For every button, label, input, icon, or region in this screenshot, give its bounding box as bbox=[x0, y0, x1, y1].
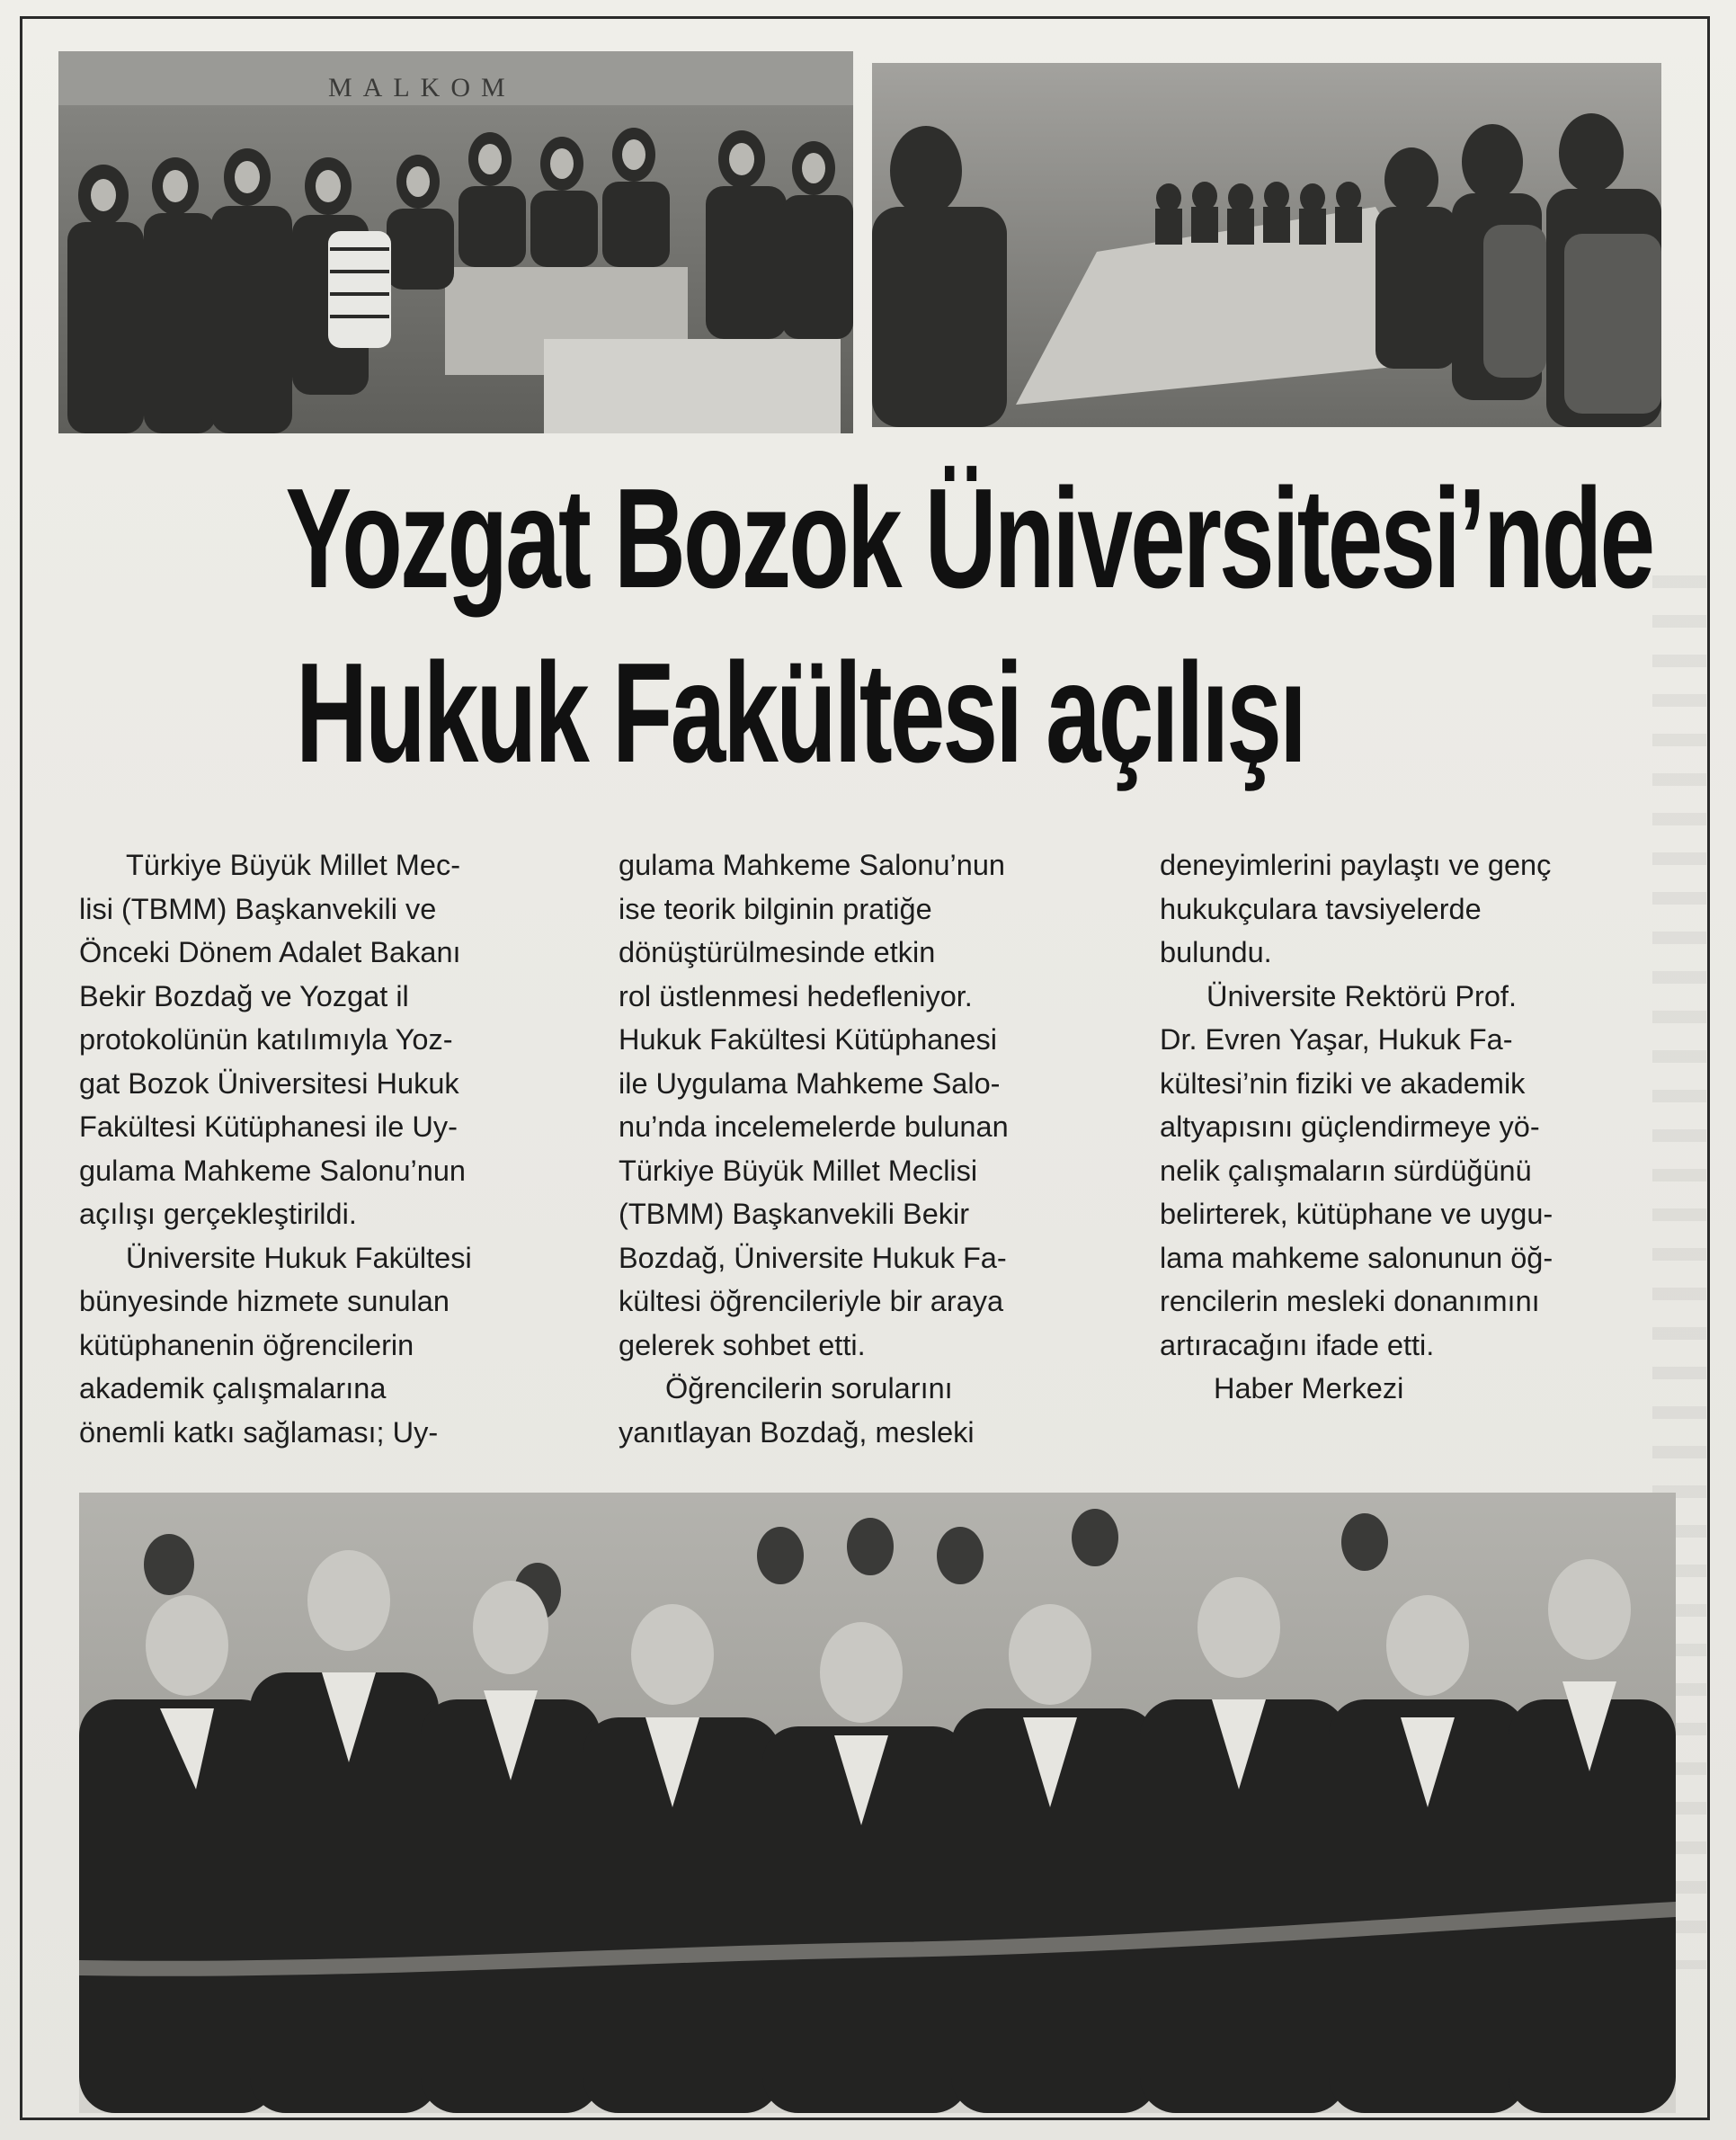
photo-students-meeting bbox=[872, 63, 1661, 427]
text-line: Önceki Dönem Adalet Bakanı bbox=[79, 936, 461, 968]
text-line: gelerek sohbet etti. bbox=[619, 1328, 866, 1361]
text-line: Üniversite Hukuk Fakültesi bbox=[126, 1241, 472, 1274]
text-line: dönüştürülmesinde etkin bbox=[619, 936, 936, 968]
text-line: önemli katkı sağlaması; Uy- bbox=[79, 1415, 439, 1449]
text-line: artıracağını ifade etti. bbox=[1160, 1328, 1435, 1361]
paragraph bbox=[619, 843, 1086, 1367]
text-line: Üniversite Rektörü Prof. bbox=[1206, 979, 1517, 1012]
text-line: Fakültesi Kütüphanesi ile Uy- bbox=[79, 1110, 458, 1143]
text-line: bünyesinde hizmete sunulan bbox=[79, 1285, 450, 1317]
text-line: hukukçulara tavsiyelerde bbox=[1160, 892, 1482, 925]
text-line: altyapısını güçlendirmeye yö- bbox=[1160, 1110, 1540, 1143]
paragraph bbox=[619, 1367, 1086, 1454]
text-line: bulundu. bbox=[1160, 936, 1272, 968]
text-line: deneyimlerini paylaştı ve genç bbox=[1160, 849, 1552, 881]
text-line: gulama Mahkeme Salonu’nun bbox=[619, 849, 1005, 881]
text-line: yanıtlayan Bozdağ, mesleki bbox=[619, 1415, 975, 1449]
text-line: lama mahkeme salonunun öğ- bbox=[1160, 1241, 1553, 1274]
paragraph bbox=[79, 843, 547, 1236]
text-line: Hukuk Fakültesi Kütüphanesi bbox=[619, 1023, 997, 1056]
headline-line-2: Hukuk Fakültesi açılışı bbox=[296, 634, 1304, 792]
text-line: protokolünün katılımıyla Yoz- bbox=[79, 1023, 453, 1056]
headline-line-1: Yozgat Bozok Üniversitesi’nde bbox=[285, 459, 1653, 618]
text-line: (TBMM) Başkanvekili Bekir bbox=[619, 1198, 970, 1230]
article-headline bbox=[36, 459, 1699, 792]
text-line: nu’nda incelemelerde bulunan bbox=[619, 1110, 1009, 1143]
text-line: rol üstlenmesi hedefleniyor. bbox=[619, 979, 973, 1012]
text-line: açılışı gerçekleştirildi. bbox=[79, 1198, 357, 1230]
text-line: akademik çalışmalarına bbox=[79, 1372, 387, 1404]
article-column-1 bbox=[79, 843, 547, 1454]
text-line: Bekir Bozdağ ve Yozgat il bbox=[79, 979, 409, 1012]
paragraph bbox=[1160, 843, 1627, 975]
photo-students-courtroom bbox=[58, 51, 853, 433]
photo-ribbon-cutting bbox=[79, 1493, 1676, 2113]
text-line: gat Bozok Üniversitesi Hukuk bbox=[79, 1066, 459, 1100]
text-line: ise teorik bilginin pratiğe bbox=[619, 892, 932, 925]
paragraph bbox=[79, 1236, 547, 1455]
byline: Haber Merkezi bbox=[1214, 1372, 1404, 1404]
text-line: kültesi öğrencileriyle bir araya bbox=[619, 1285, 1004, 1317]
text-line: Öğrencilerin sorularını bbox=[665, 1372, 953, 1404]
text-line: rencilerin mesleki donanımını bbox=[1160, 1285, 1540, 1317]
text-line: gulama Mahkeme Salonu’nun bbox=[79, 1154, 466, 1187]
article-column-3 bbox=[1160, 843, 1627, 1411]
svg-text:MALKOM: MALKOM bbox=[328, 73, 516, 103]
text-line: Türkiye Büyük Millet Mec- bbox=[126, 849, 461, 881]
text-line: Dr. Evren Yaşar, Hukuk Fa- bbox=[1160, 1023, 1513, 1056]
text-line: kütüphanenin öğrencilerin bbox=[79, 1328, 414, 1361]
text-line: nelik çalışmaların sürdüğünü bbox=[1160, 1154, 1532, 1187]
article-column-2 bbox=[619, 843, 1086, 1454]
text-line: lisi (TBMM) Başkanvekili ve bbox=[79, 892, 437, 925]
text-line: ile Uygulama Mahkeme Salo- bbox=[619, 1066, 1001, 1100]
text-line: Türkiye Büyük Millet Meclisi bbox=[619, 1154, 978, 1187]
text-line: kültesi’nin fiziki ve akademik bbox=[1160, 1066, 1526, 1100]
paragraph bbox=[1160, 975, 1627, 1368]
text-line: Bozdağ, Üniversite Hukuk Fa- bbox=[619, 1241, 1007, 1274]
text-line: belirterek, kütüphane ve uygu- bbox=[1160, 1198, 1553, 1230]
